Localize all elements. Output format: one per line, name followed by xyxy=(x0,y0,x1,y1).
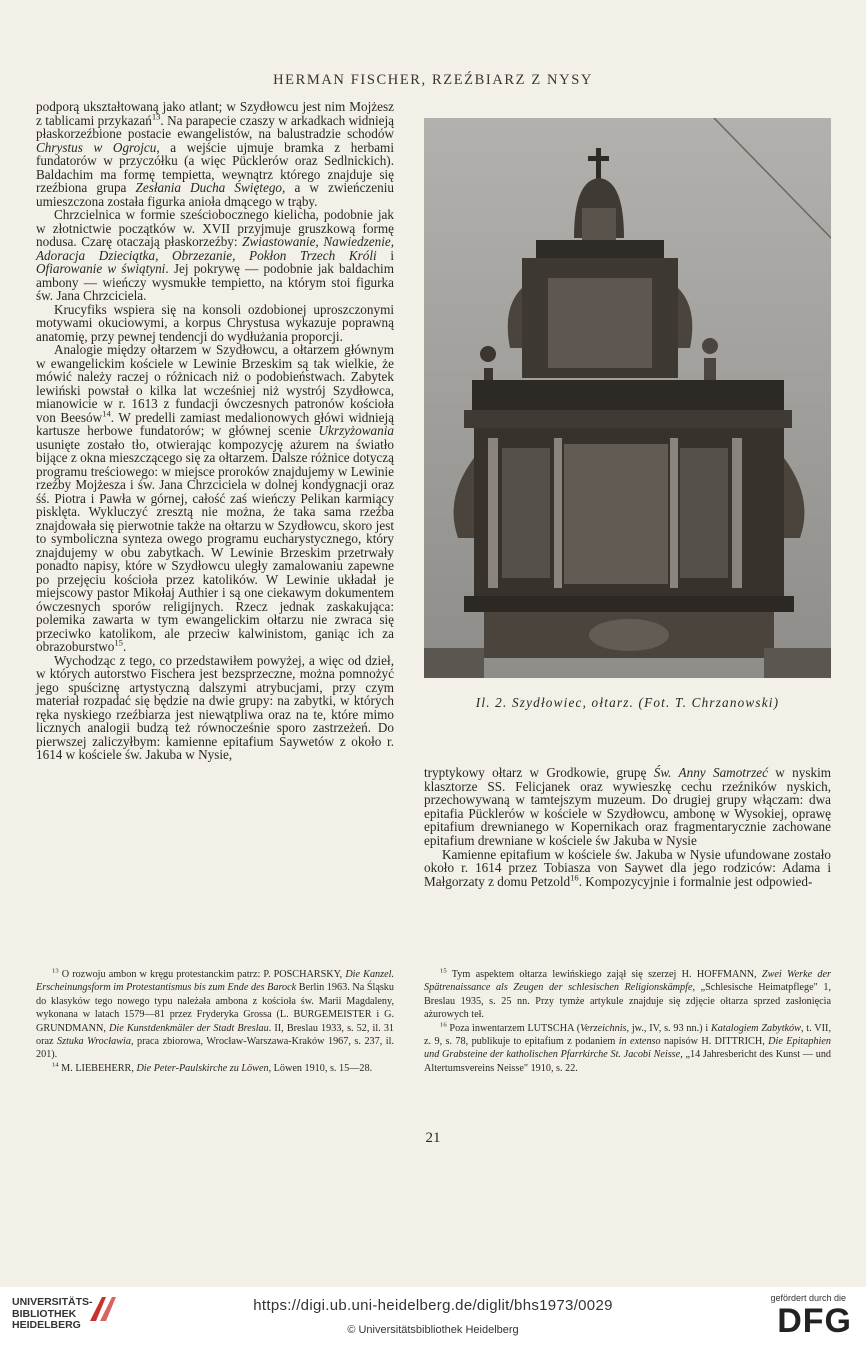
paragraph: Wychodząc z tego, co przedstawiłem powyżej, a więc od dzieł, w których autorstwo Fischera jest bezsprzeczne, można pomnożyć jego spuściznę artystyczną dalszymi atrybucjami, przy czym materiał rozpadać się będzie na dwie grupy: na zabytki, w których ręka nyskiego rzeźbiarza jest niewątpliwa oraz na te, które mimo licznych analogii budzą też równocześnie sporo zastrzeżeń. Do pierwszej zaliczyłbym: kamienne epitafium Saywetów z około r. 1614 w kościele św. Jakuba w Nysie, xyxy=(36,652,394,762)
paragraph: Analogie między ołtarzem w Szydłowcu, a ołtarzem głównym w ewangelickim kościele w Lewinie Brzeskim są tak wielkie, że mówić należy raczej o różnicach niż o podobieństwach. Zabytek lewiński powstał o kilka lat wcześniej niż wystrój Szydłowca, mianowicie w r. 1613 z fundacji ówczesnych patronów kościoła von Beesów$^{14}$. W predelli zamiast medalionowych główi widnieją kartusze herbowe fundatorów; w głównej scenie Ukrzyżowania usunięte zostało tło, otwierając kompozycję ażurem na światło bijące z okna mieszczącego się za ołtarzem. Dalsze różnice dotyczą programu treściowego: w miejsce proroków znajdujemy w Lewinie rzeźby Mojżesza i św. Jana Chrzciciela w dolnej kondygnacji oraz śś. Piotra i Pawła w górnej, całość zaś wieńczy Pelikan karmiący pisklęta. Wykluczyć zresztą nie można, że taka sama rzeźba znajdowała się pierwotnie także na ołtarzu w Szydłowcu, skoro jest to symboliczna synteza owego programu eucharystycznego, który znajdujemy w obu zabytkach. W Lewinie Brzeskim przetrwały ponadto napisy, które w Szydłowcu uległy zamalowaniu zapewne po przejęciu kościoła przez katolików. W Lewinie układał je miejscowy pastor Mikołaj Authier i są one ciekawym dokumentem ówczesnych sporów religijnych. Rzecz jednak zaskakująca: polemika zawarta w tym ewangelickim ołtarzu nie zwraca się przeciwko katolikom, ale przeciw kalwinistom, ganiąc ich za obrazoburstwo$^{15}$. xyxy=(36,342,394,654)
right-text-column xyxy=(424,766,831,888)
altar-photograph xyxy=(424,118,831,678)
figure-caption: Il. 2. Szydłowiec, ołtarz. (Fot. T. Chrzanowski) xyxy=(475,695,780,710)
library-name-line: BIBLIOTHEK xyxy=(12,1307,77,1320)
footnotes-left xyxy=(36,968,394,1075)
library-name-line: HEIDELBERG xyxy=(12,1319,81,1331)
left-text-column xyxy=(36,100,394,762)
paragraph: Kamienne epitafium w kościele św. Jakuba w Nysie ufundowane zostało około r. 1614 przez Tobiasza von Saywet dla jego rodziców: Adama i Małgorzaty z domu Petzold$^{16}$. Kompozycyjnie i formalnie jest odpowied- xyxy=(424,846,831,889)
funding-label: gefördert durch die xyxy=(770,1293,846,1303)
footnote: $^{15}$ Tym aspektem ołtarza lewińskiego zajął się szerzej H. HOFFMANN, Zwei Werke der Spätrenaissance als Zeugen der schlesischen Religionskämpfe, „Schlesische Heimatpflege" 1, Breslau 1935, s. 25 nn. Przy tymże artykule znajduje się zdjęcie ołtarza sprzed zasłonięcia ażurowych teł. xyxy=(424,967,831,1021)
viewer-footer xyxy=(0,1287,866,1347)
altar-illustration xyxy=(424,118,831,678)
footnote: $^{16}$ Poza inwentarzem LUTSCHA (Verzeichnis, jw., IV, s. 93 nn.) i Katalogiem Zabytków, t. VII, z. 9, s. 78, publikuje to epitafium z podaniem in extenso napisów H. DITTRICH, Die Epitaphien und Grabsteine der katholischen Pfarrkirche St. Jacobi Neisse, „14 Jahresbericht des Kunst — und Altertumsvereins Neisse" 1910, s. 22. xyxy=(424,1021,832,1074)
library-name-line: UNIVERSITÄTS- xyxy=(12,1296,93,1308)
page-number: 21 xyxy=(425,1130,441,1146)
footnote: $^{13}$ O rozwoju ambon w kręgu protestanckim patrz: P. POSCHARSKY, Die Kanzel. Erscheinungsform im Protestantismus bis zum Ende des Barock Berlin 1963. Na Śląsku do klasyków tego nowego typu należała ambona z kościoła św. Marii Magdaleny, wykonana w latach 1579—81 przez Fryderyka Grossa (L. BURGEMEISTER i G. GRUNDMANN, Die Kunstdenkmäler der Stadt Breslau. II, Breslau 1933, s. 52, il. 31 oraz Sztuka Wrocławia, praca zbiorowa, Wrocław-Warszawa-Kraków 1967, s. 237, il. 201). xyxy=(36,967,395,1061)
paragraph: Krucyfiks wspiera się na konsoli ozdobionej uproszczonymi motywami okuciowymi, a korpus Chrystusa wykazuje poprawną anatomię, przy pewnej tendencji do wydłużania proporcji. xyxy=(36,301,394,344)
footnote: $^{14}$ M. LIEBEHERR, Die Peter-Paulskirche zu Löwen, Löwen 1910, s. 15—28. xyxy=(52,1061,373,1074)
paragraph: podporą ukształtowaną jako atlant; w Szydłowcu jest nim Mojżesz z tablicami przykazań$^{13}$. Na parapecie czaszy w arkadkach widnieją płaskorzeźbione postacie ewangelistów, na balustradzie schodów Chrystus w Ogrojcu, a wejście ujmuje bramka z herbami fundatorów w przyczółku (a więc Pücklerów oraz Sedlnickich). Baldachim ma formę tempietta, wewnątrz którego znajduje się rzeźbiona grupa Zesłania Ducha Świętego, a w zwieńczeniu umieszczona została figurka anioła dmącego w trąby. xyxy=(36,99,394,209)
permalink-url[interactable]: https://digi.ub.uni-heidelberg.de/diglit/bhs1973/0029 xyxy=(253,1297,613,1314)
paragraph: Chrzcielnica w formie sześciobocznego kielicha, podobnie jak w złotnictwie początków w. XVII przyjmuje gruszkową formę nodusa. Czarę otaczają płaskorzeźby: Zwiastowanie, Nawiedzenie, Adoracja Dzieciątka, Obrzezanie, Pokłon Trzech Króli i Ofiarowanie w świątyni. Jej pokrywę — podobnie jak baldachim ambony — wieńczy wysmukłe tempietto, na którym stoi figurka św. Jana Chrzciciela. xyxy=(36,207,395,303)
footnotes-right xyxy=(424,968,831,1075)
paragraph: tryptykowy ołtarz w Grodkowie, grupę Św. Anny Samotrzeć w nyskim klasztorze SS. Felicjanek oraz wywieszkę cechu rzeźników nyskich, przechowywaną w tamtejszym muzeum. Do drugiej grupy włączam: dwa epitafia Pücklerów w kościele w Szydłowcu, ambonę w Wysokiej, oprawę epitafium drewnianego w Kopernikach oraz fragmentarycznie zachowane epitafium drewniane w kościele św Jakuba w Nysie xyxy=(424,765,831,848)
dfg-logo[interactable]: DFG xyxy=(777,1302,852,1340)
running-head: HERMAN FISCHER, RZEŹBIARZ Z NYSY xyxy=(273,72,593,88)
copyright-notice: © Universitätsbibliothek Heidelberg xyxy=(347,1324,519,1336)
